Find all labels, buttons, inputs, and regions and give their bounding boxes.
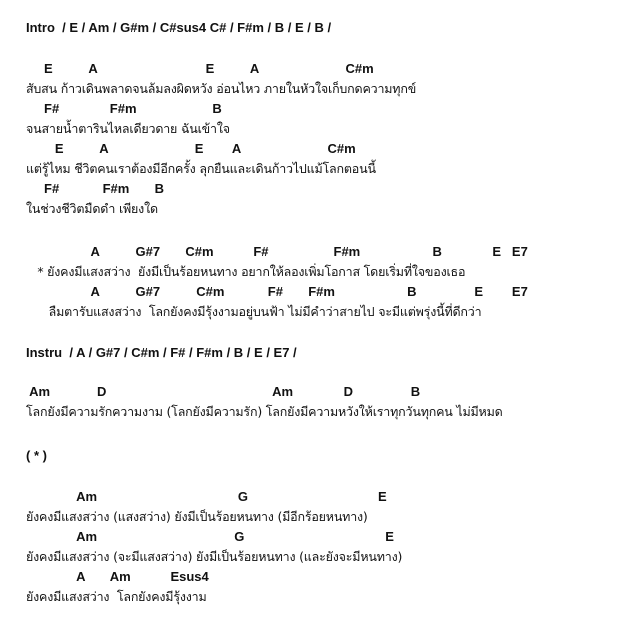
verse1-lyric-1: สับสน ก้าวเดินพลาดจนล้มลงผิดหวัง อ่อนไหว ภายในหัวใจเก็บกดความทุกข์	[26, 81, 417, 96]
chorus-chords-2: A G#7 C#m F# F#m B E E7	[26, 284, 528, 299]
bridge-chords-1: Am D Am D B	[26, 384, 421, 399]
intro-line: Intro / E / Am / G#m / C#sus4 C# / F#m / B / E / B /	[26, 20, 332, 35]
verse1-chords-4: F# F#m B	[26, 181, 164, 196]
outro-chords-1: Am G E	[26, 489, 387, 504]
verse1-chords-1: E A E A C#m	[26, 61, 374, 76]
verse1-chords-2: F# F#m B	[26, 101, 222, 116]
verse1-lyric-4: ในช่วงชีวิตมืดดำ เพียงใด	[26, 201, 158, 216]
verse1-lyric-2: จนสายน้ำตารินไหลเดียวดาย ฉันเข้าใจ	[26, 121, 230, 136]
instru-line: Instru / A / G#7 / C#m / F# / F#m / B / E / E7 /	[26, 345, 297, 360]
outro-lyric-2: ยังคงมีแสงสว่าง (จะมีแสงสว่าง) ยังมีเป็นร้อยหนทาง (และยังจะมีหนทาง)	[26, 549, 403, 564]
bridge-lyric-1: โลกยังมีความรักความงาม (โลกยังมีความรัก) โลกยังมีความหวังให้เราทุกวันทุกคน ไม่มีหมด	[26, 404, 503, 419]
chorus-chords-1: A G#7 C#m F# F#m B E E7	[26, 244, 528, 259]
outro-lyric-3: ยังคงมีแสงสว่าง โลกยังคงมีรุ้งงาม	[26, 589, 207, 604]
verse1-lyric-3: แต่รู้ไหม ชีวิตคนเราต้องมีอีกครั้ง ลุกยืนและเดินก้าวไปแม้โลกตอนนี้	[26, 161, 376, 176]
outro-chords-2: Am G E	[26, 529, 394, 544]
verse1-chords-3: E A E A C#m	[26, 141, 356, 156]
repeat-marker: ( * )	[26, 448, 47, 463]
chorus-lyric-2: ลืมตารับแสงสว่าง โลกยังคงมีรุ้งงามอยู่บนฟ้า ไม่มีคำว่าสายไป จะมีแต่พรุ่งนี้ที่ดีกว่า	[26, 304, 482, 319]
outro-chords-3: A Am Esus4	[26, 569, 209, 584]
chorus-lyric-1: * ยังคงมีแสงสว่าง ยังมีเป็นร้อยหนทาง อยากให้ลองเพิ่มโอกาส โดยเริ่มที่ใจของเธอ	[26, 264, 466, 279]
outro-lyric-1: ยังคงมีแสงสว่าง (แสงสว่าง) ยังมีเป็นร้อยหนทาง (มีอีกร้อยหนทาง)	[26, 509, 368, 524]
